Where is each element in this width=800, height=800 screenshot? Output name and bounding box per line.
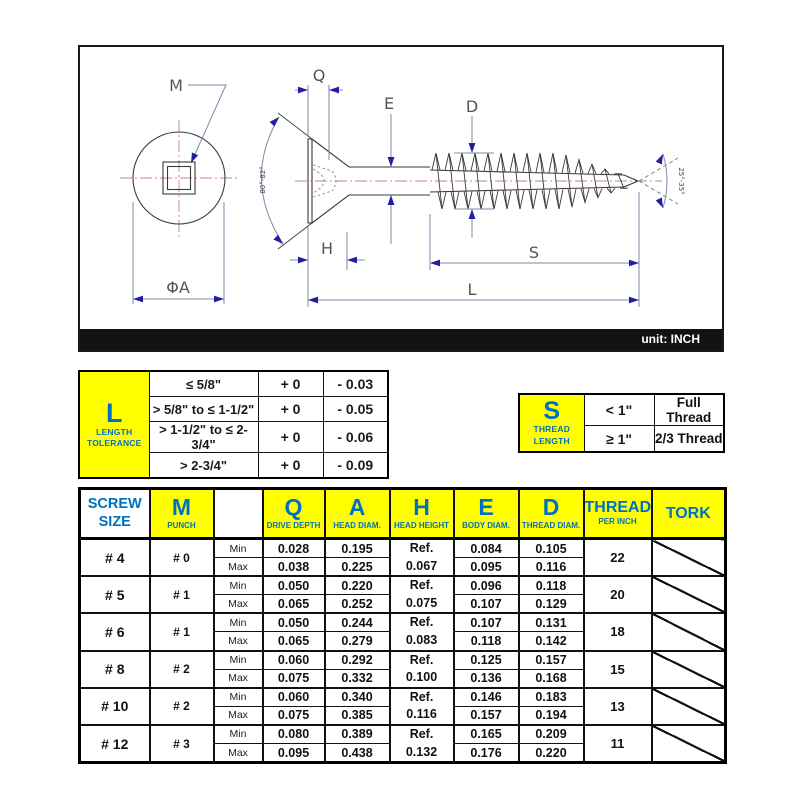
d-max-cell: 0.194: [519, 706, 584, 725]
screw-header-line2: SIZE: [98, 513, 131, 530]
min-label-cell: Min: [214, 613, 263, 632]
q-max-cell: 0.065: [263, 632, 325, 651]
min-label-cell: Min: [214, 651, 263, 670]
col-header-screw-size: [80, 489, 150, 539]
threads-per-inch-cell: 13: [584, 688, 652, 725]
dimension-labels: [166, 66, 685, 299]
d-min-cell: 0.183: [519, 688, 584, 707]
head-height-cell: [390, 539, 454, 577]
max-label-cell: Max: [214, 558, 263, 577]
d-min-cell: 0.118: [519, 576, 584, 595]
d-dimension: [454, 116, 494, 238]
q-max-cell: 0.075: [263, 706, 325, 725]
d-max-cell: 0.129: [519, 595, 584, 614]
screw-size-cell: # 10: [80, 688, 150, 725]
plus-tolerance-cell: + 0: [258, 371, 323, 397]
length-range-cell: ≤ 5/8": [149, 371, 258, 397]
h-letter: H: [413, 494, 430, 521]
punch-cell: # 1: [150, 576, 214, 613]
tork-diagonal-cell: [652, 576, 726, 613]
threads-per-inch-cell: 18: [584, 613, 652, 650]
a-max-cell: 0.225: [325, 558, 390, 577]
e-min-cell: 0.125: [454, 651, 519, 670]
a-sublabel: HEAD DIAM.: [333, 520, 381, 530]
q-min-cell: 0.060: [263, 688, 325, 707]
m-letter: M: [171, 494, 192, 521]
plus-tolerance-cell: + 0: [258, 397, 323, 422]
dim-label-q: Q: [312, 66, 326, 85]
screw-size-cell: # 5: [80, 576, 150, 613]
d-min-cell: 0.209: [519, 725, 584, 744]
tip-angle-arc: [663, 154, 667, 208]
a-max-cell: 0.438: [325, 744, 390, 763]
h-ref: Ref.: [409, 652, 434, 667]
screw-header-line1: SCREW: [87, 496, 142, 513]
tork-diagonal-cell: [652, 688, 726, 725]
e-max-cell: 0.176: [454, 744, 519, 763]
e-max-cell: 0.095: [454, 558, 519, 577]
thread-sublabel: PER INCH: [598, 517, 637, 527]
e-max-cell: 0.157: [454, 706, 519, 725]
punch-cell: # 2: [150, 651, 214, 688]
l-title-line1: LENGTH: [96, 426, 133, 437]
h-value: 0.067: [405, 558, 438, 573]
screw-spec-table: [78, 487, 727, 764]
tip-angle-label: 25°-35°: [677, 167, 685, 195]
length-range-cell: > 1-1/2" to ≤ 2-3/4": [149, 422, 258, 453]
plus-tolerance-cell: + 0: [258, 422, 323, 453]
e-min-cell: 0.107: [454, 613, 519, 632]
d-letter: D: [542, 494, 560, 521]
threads-per-inch-cell: 11: [584, 725, 652, 763]
max-label-cell: Max: [214, 632, 263, 651]
h-ref: Ref.: [409, 689, 434, 704]
thread-type-cell: Full Thread: [654, 394, 724, 426]
table-row: [80, 725, 726, 744]
a-min-cell: 0.389: [325, 725, 390, 744]
table-row: [80, 539, 726, 558]
front-view: [120, 85, 238, 304]
screw-size-cell: # 6: [80, 613, 150, 650]
l-title-line2: TOLERANCE: [86, 438, 142, 448]
thread-letter: THREAD: [584, 498, 652, 516]
h-ref: Ref.: [409, 578, 434, 593]
head-height-cell: [390, 613, 454, 650]
plus-tolerance-cell: + 0: [258, 453, 323, 479]
dim-label-s: S: [528, 243, 540, 262]
a-min-cell: 0.195: [325, 539, 390, 558]
screw-technical-drawing: [80, 47, 722, 329]
h-ref: Ref.: [409, 541, 434, 555]
q-min-cell: 0.028: [263, 539, 325, 558]
m-leader-line: [188, 85, 226, 163]
a-max-cell: 0.279: [325, 632, 390, 651]
q-max-cell: 0.065: [263, 595, 325, 614]
q-max-cell: 0.038: [263, 558, 325, 577]
m-sublabel: PUNCH: [167, 520, 196, 530]
punch-cell: # 1: [150, 613, 214, 650]
e-max-cell: 0.107: [454, 595, 519, 614]
h-ref: Ref.: [409, 615, 434, 630]
d-max-cell: 0.142: [519, 632, 584, 651]
a-min-cell: 0.220: [325, 576, 390, 595]
header-row: [80, 489, 726, 539]
h-value: 0.132: [405, 744, 438, 759]
e-min-cell: 0.084: [454, 539, 519, 558]
minus-tolerance-cell: - 0.09: [323, 453, 388, 479]
col-header-h: [390, 489, 454, 539]
q-sublabel: DRIVE DEPTH: [266, 520, 321, 530]
table-row: [80, 576, 726, 595]
e-min-cell: 0.146: [454, 688, 519, 707]
d-min-cell: 0.157: [519, 651, 584, 670]
screw-size-cell: # 4: [80, 539, 150, 577]
q-max-cell: 0.075: [263, 669, 325, 688]
minus-tolerance-cell: - 0.06: [323, 422, 388, 453]
e-min-cell: 0.096: [454, 576, 519, 595]
q-letter: Q: [284, 494, 303, 521]
technical-drawing-panel: [78, 45, 724, 352]
minus-tolerance-cell: - 0.05: [323, 397, 388, 422]
a-min-cell: 0.292: [325, 651, 390, 670]
thread-type-cell: 2/3 Thread: [654, 426, 724, 453]
threads-per-inch-cell: 15: [584, 651, 652, 688]
dim-label-m: M: [169, 76, 183, 95]
length-condition-cell: < 1": [584, 394, 654, 426]
head-height-cell: [390, 725, 454, 763]
a-max-cell: 0.252: [325, 595, 390, 614]
punch-cell: # 3: [150, 725, 214, 763]
tork-diagonal-cell: [652, 613, 726, 650]
length-range-cell: > 5/8" to ≤ 1-1/2": [149, 397, 258, 422]
threads-per-inch-cell: 20: [584, 576, 652, 613]
e-sublabel: BODY DIAM.: [462, 520, 510, 530]
table-row: [80, 613, 726, 632]
length-tolerance-header-cell: [79, 371, 149, 478]
head-height-cell: [390, 651, 454, 688]
tork-diagonal-cell: [652, 651, 726, 688]
h-sublabel: HEAD HEIGHT: [393, 520, 450, 530]
s-letter: S: [543, 397, 561, 426]
d-max-cell: 0.116: [519, 558, 584, 577]
head-height-cell: [390, 688, 454, 725]
thread-length-table: [518, 393, 725, 453]
e-min-cell: 0.165: [454, 725, 519, 744]
dim-label-d: D: [465, 97, 479, 116]
q-min-cell: 0.050: [263, 576, 325, 595]
s-title-line1: THREAD: [533, 424, 571, 435]
table-row: [80, 688, 726, 707]
col-header-e: [454, 489, 519, 539]
table-row: [80, 651, 726, 670]
max-label-cell: Max: [214, 595, 263, 614]
h-value: 0.116: [406, 707, 437, 722]
q-dimension: [295, 85, 343, 160]
a-min-cell: 0.340: [325, 688, 390, 707]
punch-cell: # 2: [150, 688, 214, 725]
length-condition-cell: ≥ 1": [584, 426, 654, 453]
length-tolerance-table: [78, 370, 389, 479]
d-max-cell: 0.220: [519, 744, 584, 763]
d-min-cell: 0.131: [519, 613, 584, 632]
screw-size-cell: # 8: [80, 651, 150, 688]
d-max-cell: 0.168: [519, 669, 584, 688]
a-max-cell: 0.332: [325, 669, 390, 688]
dim-label-h: H: [320, 239, 334, 258]
length-range-cell: > 2-3/4": [149, 453, 258, 479]
d-sublabel: THREAD DIAM.: [521, 520, 581, 530]
dim-label-e: E: [383, 94, 395, 113]
tork-label: TORK: [665, 504, 711, 522]
col-header-d: [519, 489, 584, 539]
head-height-cell: [390, 576, 454, 613]
h-ref: Ref.: [409, 726, 434, 741]
col-header-q: [263, 489, 325, 539]
threads-per-inch-cell: 22: [584, 539, 652, 577]
dim-label-l: L: [467, 280, 477, 299]
thread-length-header-cell: [519, 394, 584, 452]
max-label-cell: Max: [214, 669, 263, 688]
min-label-cell: Min: [214, 576, 263, 595]
d-min-cell: 0.105: [519, 539, 584, 558]
tork-diagonal-cell: [652, 539, 726, 577]
col-header-m: [150, 489, 214, 539]
tork-diagonal-cell: [652, 725, 726, 763]
h-value: 0.083: [405, 632, 438, 647]
col-header-a: [325, 489, 390, 539]
table-row: [79, 371, 388, 397]
front-centerlines: [120, 120, 238, 238]
l-letter: L: [106, 397, 123, 428]
col-header-thread-per-inch: [584, 489, 652, 539]
q-min-cell: 0.050: [263, 613, 325, 632]
min-label-cell: Min: [214, 539, 263, 558]
q-min-cell: 0.080: [263, 725, 325, 744]
min-label-cell: Min: [214, 725, 263, 744]
e-max-cell: 0.118: [454, 632, 519, 651]
side-view: [261, 113, 678, 249]
col-header-tork: [652, 489, 726, 539]
dim-label-phi-a: ΦA: [166, 278, 190, 297]
unit-bar: unit: INCH: [80, 329, 722, 350]
e-letter: E: [478, 494, 494, 521]
punch-cell: # 0: [150, 539, 214, 577]
minus-tolerance-cell: - 0.03: [323, 371, 388, 397]
h-value: 0.100: [405, 670, 438, 685]
table-row: [519, 394, 724, 426]
s-title-line2: LENGTH: [533, 435, 570, 446]
a-max-cell: 0.385: [325, 706, 390, 725]
e-max-cell: 0.136: [454, 669, 519, 688]
screw-size-cell: # 12: [80, 725, 150, 763]
q-min-cell: 0.060: [263, 651, 325, 670]
head-angle-label: 80°-82°: [259, 166, 267, 194]
max-label-cell: Max: [214, 706, 263, 725]
a-letter: A: [348, 494, 366, 521]
q-max-cell: 0.095: [263, 744, 325, 763]
h-value: 0.075: [405, 595, 438, 610]
a-min-cell: 0.244: [325, 613, 390, 632]
max-label-cell: Max: [214, 744, 263, 763]
col-header-minmax: [214, 489, 263, 539]
dimension-lines: [133, 85, 666, 307]
min-label-cell: Min: [214, 688, 263, 707]
